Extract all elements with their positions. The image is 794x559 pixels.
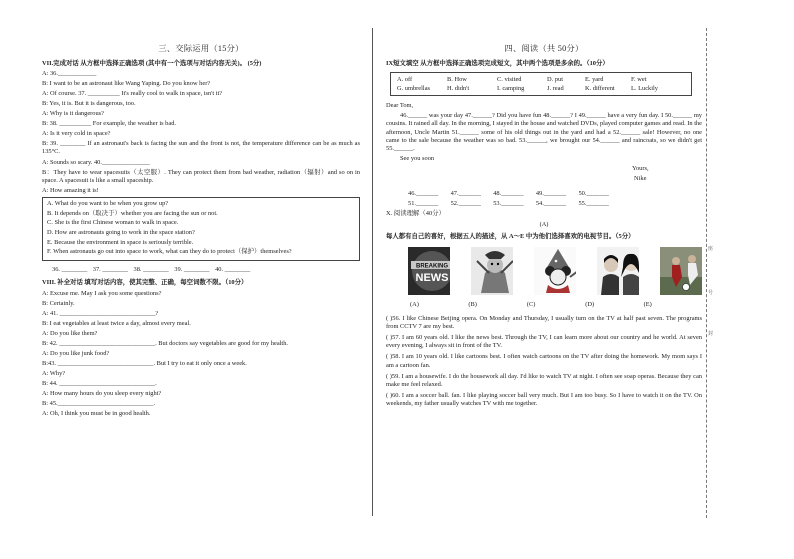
breaking-news-image bbox=[408, 247, 450, 295]
dialogue-line[interactable]: B: 42. ______________________________. But doctors say vegetables are good for my health. bbox=[42, 339, 289, 347]
column-divider bbox=[372, 28, 373, 516]
answer-blank[interactable]: 53._______ bbox=[493, 199, 524, 207]
word-option: L. Luckily bbox=[631, 84, 658, 92]
answer-blank[interactable]: 50._______ bbox=[578, 189, 609, 197]
part10-instruction: 每人都有自己的喜好，根据五人的描述，从 A～E 中为他们选择喜欢的电视节目。（5分） bbox=[386, 233, 635, 241]
tv-program-pictures bbox=[408, 247, 702, 295]
dialogue-line: B：They have to wear spacesuits（太空服）. They can protect them from bad weather, radiation（辐射）and so on in space. A spacesuit is like a small spaceship. bbox=[42, 168, 360, 184]
answer-blank[interactable]: 40. ________ bbox=[215, 266, 251, 274]
question-item: ( )56. I like Chinese Beijing opera. On Monday and Thursday, I usually turn on the TV at half past seven. The programs from CCTV 7 are my best. bbox=[386, 314, 702, 330]
answer-blank[interactable]: 49._______ bbox=[535, 189, 567, 197]
answer-blank[interactable]: 48._______ bbox=[493, 189, 524, 197]
left-column bbox=[42, 0, 360, 421]
picture-label: (E) bbox=[643, 301, 652, 309]
side-char: 封 bbox=[708, 332, 714, 337]
option-item: C. She is the first Chinese woman to walk in space. bbox=[47, 219, 179, 227]
question-item: ( )59. I am a housewife. I do the housework all day. I'd like to watch TV at night. I often see soap operas. Because they can make me feel relaxed. bbox=[386, 372, 702, 388]
option-item: A. What do you want to be when you grow up? bbox=[47, 200, 169, 208]
question-item: ( )57. I am 60 years old. I like the news best. Through the TV, I can learn more about our country and he world. At seven every evening, I always sit in front of the TV. bbox=[386, 334, 702, 350]
part10-subheading: (A) bbox=[539, 221, 549, 229]
dialogue-line: A: Of course. 37. __________ It's really cool to walk in space, isn't it? bbox=[42, 89, 223, 97]
dialogue-line: B: I eat vegetables at least twice a day, almost every meal. bbox=[42, 319, 191, 327]
beijing-opera-image bbox=[471, 247, 513, 295]
picture-label: (A) bbox=[410, 301, 419, 309]
letter-sign-yours: Yours, bbox=[632, 165, 649, 173]
answer-blank[interactable]: 46._______ bbox=[408, 189, 439, 197]
dialogue-line[interactable]: B: 44. ______________________________. bbox=[42, 380, 157, 388]
question-item: ( )58. I am 10 years old. I like cartoons best. I often watch cartoons on the TV after doing the homework. My mom says I am a cartoon fan. bbox=[386, 353, 702, 369]
word-option: F. wet bbox=[631, 75, 647, 83]
section-title-communication: 三、交际运用（15分） bbox=[158, 44, 244, 53]
section-title-reading: 四、阅读（共 50分） bbox=[504, 44, 584, 53]
news-banner-text: NEWS bbox=[415, 272, 449, 285]
word-bank-box bbox=[390, 72, 692, 96]
answer-blank[interactable]: 37. ________ bbox=[92, 266, 128, 274]
picture-label: (C) bbox=[526, 301, 536, 309]
option-item: D. How are astronauts going to work in the space station? bbox=[47, 229, 195, 237]
letter-sign-name: Nike bbox=[634, 175, 647, 183]
cartoon-image bbox=[534, 247, 576, 295]
answer-blank[interactable]: 36. ________ bbox=[52, 266, 88, 274]
word-bank-row bbox=[397, 76, 687, 84]
word-option: H. didn't bbox=[447, 84, 470, 92]
side-char: 号 bbox=[708, 291, 714, 296]
word-option: B. How bbox=[447, 75, 467, 83]
dialogue-line: A: How amazing it is! bbox=[42, 186, 99, 194]
word-option: D. put bbox=[547, 75, 563, 83]
word-option: J. read bbox=[547, 84, 564, 92]
letter-greeting: Dear Tom, bbox=[386, 102, 414, 110]
options-box bbox=[42, 197, 360, 261]
word-bank-row bbox=[397, 85, 687, 93]
part9-heading: IX短文填空 从方框中选择正确选项完成短文，其中两个选项是多余的。（10分） bbox=[386, 59, 609, 67]
dialogue-line: A: Excuse me. May I ask you some questions? bbox=[42, 289, 162, 297]
dialogue-line: A: Why? bbox=[42, 370, 66, 378]
dialogue-line: A: 36.____________ bbox=[42, 69, 97, 77]
picture-label: (D) bbox=[585, 301, 595, 309]
answer-blank[interactable]: 52._______ bbox=[450, 199, 481, 207]
word-option: C. visited bbox=[497, 75, 522, 83]
dialogue-line[interactable]: B:43. ______________________________. But I try to eat it only once a week. bbox=[42, 360, 247, 368]
answer-blank[interactable]: 38. ________ bbox=[133, 266, 169, 274]
option-item: E. Because the environment in space is seriously terrible. bbox=[47, 238, 194, 246]
dialogue-line: B: I want to be an astronaut like Wang Yaping. Do you know her? bbox=[42, 79, 211, 87]
side-char: 座 bbox=[708, 247, 714, 252]
option-item: B. It depends on（取决于）whether you are facing the sun or not. bbox=[47, 209, 218, 217]
word-option: G. umbrellas bbox=[397, 84, 431, 92]
answer-blank[interactable]: 39. ________ bbox=[174, 266, 210, 274]
answer-grid-row bbox=[408, 190, 702, 198]
dialogue-line: B: 38. __________ For example, the weather is bad. bbox=[42, 120, 177, 128]
part7-heading: VII.完成对话 从方框中选择正确选项 (其中有一个选项与对话内容无关)。 (5分) bbox=[42, 59, 262, 67]
answer-blank[interactable]: 54._______ bbox=[535, 199, 567, 207]
dialogue-line: A: Is it very cold in space? bbox=[42, 130, 111, 138]
part8-heading: VIII. 补全对话 填写对话内容，使其完整、正确，每空词数不限。（10分） bbox=[42, 279, 248, 287]
question-item: ( )60. I am a soccer ball. fan. I like playing soccer ball very much. But I am too busy. So I have to watch it on the TV. On weekends, my father usually watches TV with me together. bbox=[386, 392, 702, 408]
dialogue-line: B: 39. ________ If an astronaut's back is facing the sun and the front is not, the temperature difference can be as much as 135°C. bbox=[42, 140, 360, 156]
dialogue-line[interactable]: A: 41. ______________________________? bbox=[42, 309, 159, 317]
binding-dashed-line bbox=[706, 28, 707, 518]
soap-opera-image bbox=[597, 247, 639, 295]
answer-grid-row bbox=[408, 200, 702, 208]
dialogue-line: A: Do you like junk food? bbox=[42, 350, 110, 357]
news-banner-text: BREAKING bbox=[415, 263, 449, 270]
answer-blank[interactable]: 51._______ bbox=[408, 199, 439, 207]
picture-labels bbox=[410, 301, 702, 309]
dialogue-line: B: Yes, it is. But it is dangerous, too. bbox=[42, 99, 136, 107]
picture-label: (B) bbox=[468, 301, 477, 309]
word-option: A. off bbox=[397, 75, 413, 83]
part10-heading: X. 阅读理解（40分） bbox=[386, 209, 445, 217]
soccer-image bbox=[660, 247, 702, 295]
answer-blank[interactable]: 55._______ bbox=[578, 199, 609, 207]
letter-body: 46.______ was your day 47.______? Did you have fun 48.______? I 49.______ have a very fun day. I 50.______ my cousins. It rained all day. In the morning, I stayed in the house and watched DVDs, played computer games and read. In the afternoon, Uncle Martin 51.______ some of his old things out in the yard and had a 52.______ sale! However, no one came to the sale because the weather was so bad. 53.______, we brought our 54.______ and raincoats, so we didn't get 55.______. bbox=[386, 112, 703, 152]
letter-closing: See you soon bbox=[400, 154, 435, 162]
word-option: E. yard bbox=[585, 75, 604, 83]
option-item: F. When astronauts go out into space to work, what can they do to protect（保护）themselves? bbox=[47, 248, 292, 256]
dialogue-line: A: Why is it dangerous? bbox=[42, 110, 105, 117]
word-option: I. camping bbox=[497, 84, 525, 92]
word-option: K. different bbox=[585, 84, 615, 92]
dialogue-line: A: Oh, I think you must be in good health. bbox=[42, 410, 151, 418]
right-column bbox=[386, 0, 702, 412]
answer-blanks-row bbox=[52, 266, 360, 274]
dialogue-line[interactable]: B: 45.______________________________. bbox=[42, 400, 156, 408]
answer-blank[interactable]: 47._______ bbox=[450, 189, 481, 197]
dialogue-line: A: How many hours do you sleep every night? bbox=[42, 390, 162, 398]
dialogue-line: A: Sounds so scary. 40._______________ bbox=[42, 158, 150, 166]
dialogue-line: A: Do you like them? bbox=[42, 329, 98, 337]
dialogue-line: B: Certainly. bbox=[42, 299, 75, 307]
